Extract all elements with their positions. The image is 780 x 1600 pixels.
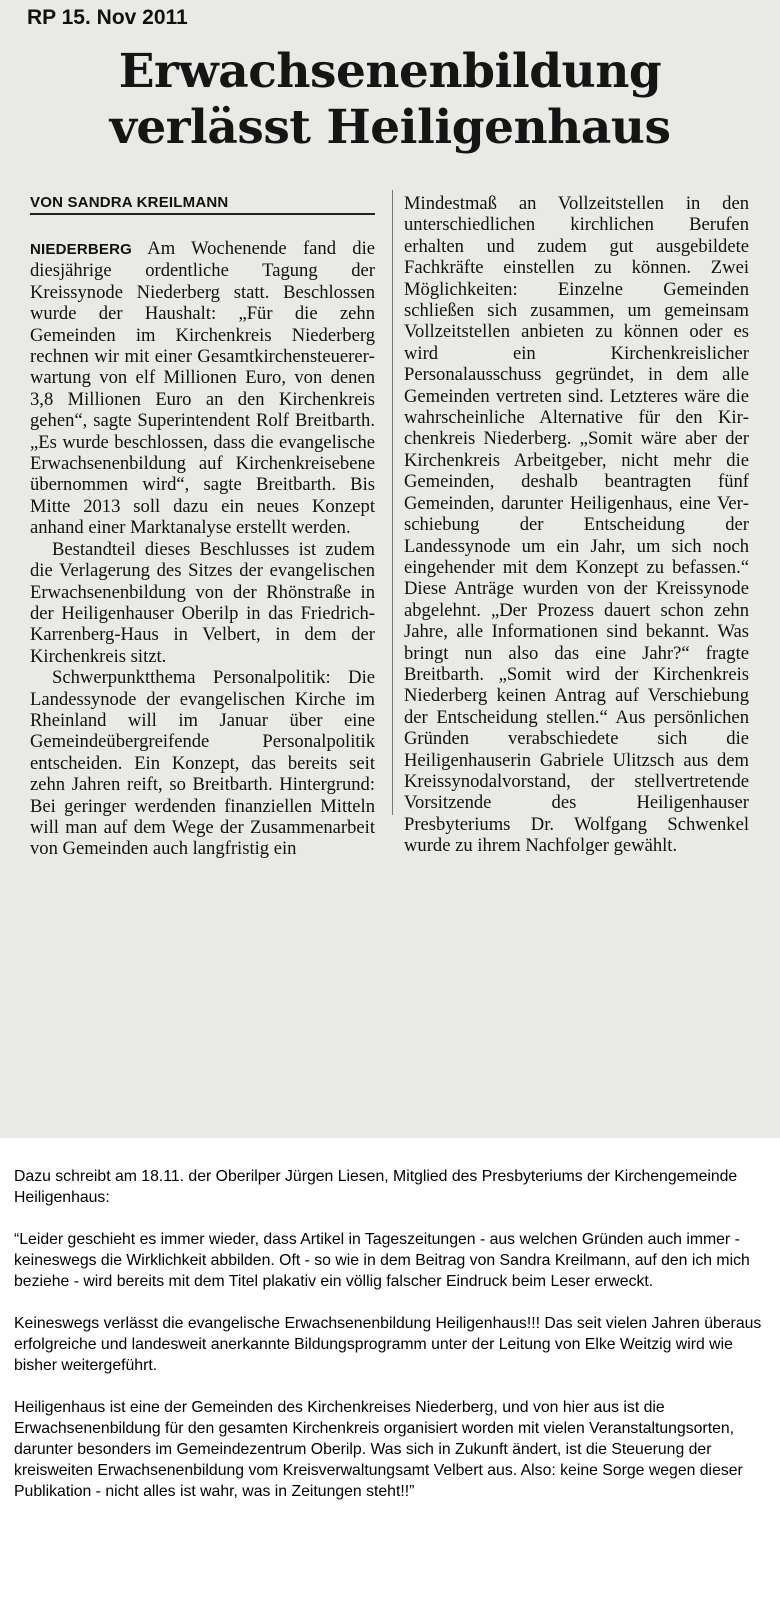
- headline-line-1: Erwachsenenbildung: [118, 44, 662, 99]
- article-headline: [0, 44, 780, 156]
- dateline-location: NIEDERBERG: [30, 241, 133, 258]
- clipping-dateline: RP 15. Nov 2011: [27, 6, 188, 29]
- byline-rule: [30, 213, 375, 215]
- paragraph-text: Am Wochenende fand die diesjährige ordentliche Tagung der Kreissynode Niederberg statt. Beschlossen wurde der Haushalt: „Für die zehn Gemeinden im Kirchenkreis Niederberg rechnen wir mit einer Gesamtkirchensteuererwartung von elf Millionen Euro, von denen 3,8 Millionen Euro an den Kirchenkreis gehen“, sagte Superintendent Rolf Breitbarth. „Es wurde beschlossen, dass die evangelische Erwachsenenbildung auf Kirchenkreisebene übernommen wird“, sagte Breitbarth. Bis Mitte 2013 soll dazu ein neues Konzept anhand einer Marktanalyse erstellt werden.: [30, 238, 375, 539]
- letter-paragraph: Heiligenhaus ist eine der Gemeinden des Kirchenkreises Niederberg, und von hier aus ist die Erwachsenenbildung für den gesamten Kirchenkreis organisiert worden mit vielen Veranstaltungsorten, darunter besonders im Gemeindezentrum Oberilp. Was sich in Zukunft ändert, ist die Steuerung der kreisweiten Erwachsenenbildung vom Kreisverwaltungsamt Velbert aus. Also: keine Sorge wegen dieser Publikation - nicht alles ist wahr, was in Zeitungen steht!!”: [14, 1399, 743, 1500]
- article-paragraph: Mindestmaß an Vollzeitstellen in den unterschiedlichen kirchlichen Berufen erhalten und zudem gut ausgebildete Fachkräfte einstellen zu können. Zwei Möglichkeiten: Einzelne Gemeinden schließen sich zusammen, um gemeinsam Vollzeitstellen anbieten zu können oder es wird ein Kirchenkreislicher Personalausschuss gegründet, in dem alle Gemeinden vertreten sind. Letzteres wäre die wahrscheinliche Alternative für den Kirchenkreis Niederberg. „Somit wäre aber der Kirchenkreis Arbeitgeber, nicht mehr die Gemeinden, deshalb beantragten fünf Gemeinden, darunter Heiligenhaus, eine Verschiebung der Entscheidung der Landessynode um ein Jahr, um sich noch eingehender mit dem Konzept zu befassen.“ Diese Anträge wurden von der Kreissynode abgelehnt. „Der Prozess dauert schon zehn Jahre, alle Informationen sind bekannt. Was bringt nun also das eine Jahr?“ fragte Breitbarth. „Somit wird der Kirchenkreis Niederberg keinen Antrag auf Verschiebung der Entscheidung stellen.“ Aus persönlichen Gründen verabschiedete sich die Heiligenhauserin Gabriele Ulitzsch aus dem Kreissynodalvorstand, der stellvertretende Vorsitzende des Heiligenhauser Presbyteriums Dr. Wolfgang Schwenkel wurde zu ihrem Nachfolger gewählt.: [404, 193, 749, 857]
- article-column-right: [404, 193, 749, 857]
- letter-paragraph: “Leider geschieht es immer wieder, dass Artikel in Tageszeitungen - aus welchen Gründen auch immer - keineswegs die Wirklichkeit abbilden. Oft - so wie in dem Beitrag von Sandra Kreilmann, auf den ich mich beziehe - wird bereits mit dem Titel plakativ ein völlig falscher Eindruck beim Leser erweckt.: [14, 1231, 750, 1290]
- article-paragraph: Bestandteil dieses Beschlusses ist zudem die Verlagerung des Sitzes der evangelischen Erwachsenenbildung von der Rhönstraße in der Heiligenhauser Oberilp in das Friedrich-Karrenberg-Haus in Velbert, in dem der Kirchenkreis sitzt.: [30, 538, 375, 667]
- letter-intro: Dazu schreibt am 18.11. der Oberilper Jürgen Liesen, Mitglied des Presbyteriums der Kirchengemeinde Heiligenhaus:: [14, 1168, 738, 1206]
- article-column-left: [30, 238, 375, 860]
- headline-line-2: verlässt Heiligenhaus: [109, 100, 671, 155]
- column-divider: [392, 190, 393, 815]
- reader-letter: [14, 1166, 770, 1523]
- letter-paragraph: Keineswegs verlässt die evangelische Erwachsenenbildung Heiligenhaus!!! Das seit vielen Jahren überaus erfolgreiche und landesweit anerkannte Bildungsprogramm unter der Leitung von Elke Weitzig wird wie bisher weitergeführt.: [14, 1315, 762, 1374]
- article-byline: VON SANDRA KREILMANN: [30, 194, 229, 211]
- article-paragraph: Schwerpunktthema Personalpolitik: Die Landessynode der evangelischen Kirche im Rheinland will im Januar über eine Gemeindeübergreifende Personalpolitik entscheiden. Ein Konzept, das bereits seit zehn Jahren reift, so Breitbarth. Hintergrund: Bei geringer werdenden finanziellen Mitteln will man auf dem Wege der Zusammenarbeit von Gemeinden auch langfristig ein: [30, 667, 375, 860]
- article-paragraph: [30, 238, 375, 539]
